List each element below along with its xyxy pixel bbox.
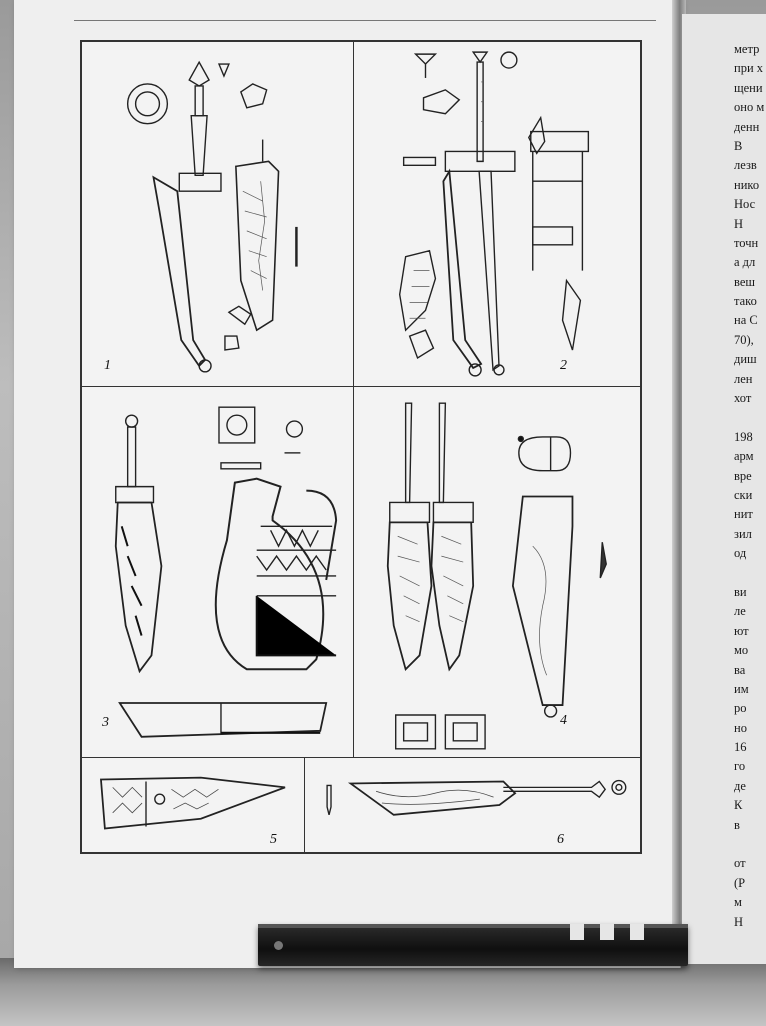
text-line: 70), bbox=[734, 332, 754, 347]
desk-foreground bbox=[0, 958, 766, 1026]
text-line: мо bbox=[734, 643, 749, 658]
text-line bbox=[734, 408, 766, 427]
figure-panel-2 bbox=[353, 41, 641, 387]
text-line: ви bbox=[734, 584, 747, 599]
text-line: зил bbox=[734, 526, 752, 541]
text-line: при х bbox=[734, 61, 764, 76]
text-line: в bbox=[734, 817, 740, 832]
text-line: ле bbox=[734, 604, 746, 619]
figure-number-6: 6 bbox=[557, 832, 564, 847]
text-line: хот bbox=[734, 391, 752, 406]
ruler-edge bbox=[258, 924, 688, 928]
text-line: веш bbox=[734, 274, 756, 289]
right-column-text bbox=[734, 40, 766, 932]
text-line: тако bbox=[734, 294, 757, 309]
figure-number-4: 4 bbox=[560, 713, 567, 728]
text-line: лезв bbox=[734, 158, 757, 173]
text-line: лен bbox=[734, 371, 753, 386]
text-line: точн bbox=[734, 235, 759, 250]
text-line: оно м bbox=[734, 100, 765, 115]
text-line: В bbox=[734, 138, 743, 153]
text-line: щени bbox=[734, 80, 763, 95]
text-line: ют bbox=[734, 623, 749, 638]
text-line: арм bbox=[734, 449, 754, 464]
text-line: ва bbox=[734, 662, 746, 677]
text-line: К bbox=[734, 798, 743, 813]
text-line: Н bbox=[734, 914, 744, 929]
daggers-and-buckles-drawing-4 bbox=[354, 387, 640, 757]
text-line: но bbox=[734, 720, 747, 735]
text-line: го bbox=[734, 759, 746, 774]
knife-drawing-6 bbox=[305, 758, 640, 852]
text-line: от bbox=[734, 856, 746, 871]
text-line: ски bbox=[734, 487, 753, 502]
figure-panel-3 bbox=[81, 386, 354, 758]
text-line: Нос bbox=[734, 197, 756, 212]
figure-number-5: 5 bbox=[270, 832, 277, 847]
text-line: диш bbox=[734, 352, 757, 367]
text-line bbox=[734, 835, 766, 854]
ruler-notch bbox=[630, 924, 644, 940]
text-line: нико bbox=[734, 177, 760, 192]
figure-panel-1 bbox=[81, 41, 354, 387]
text-line: нит bbox=[734, 507, 753, 522]
text-line: им bbox=[734, 681, 749, 696]
black-ruler bbox=[258, 924, 688, 966]
ruler-notch bbox=[570, 924, 584, 940]
figure-number-2: 2 bbox=[560, 358, 567, 373]
figure-number-3: 3 bbox=[102, 715, 109, 730]
text-line: од bbox=[734, 546, 747, 561]
text-line: ро bbox=[734, 701, 747, 716]
running-head-line bbox=[74, 10, 656, 21]
illustration-plate bbox=[80, 40, 642, 854]
ruler-hole bbox=[274, 941, 283, 950]
text-line: метр bbox=[734, 42, 760, 56]
text-line bbox=[734, 564, 766, 583]
text-line: м bbox=[734, 895, 742, 910]
text-line: на С bbox=[734, 313, 758, 328]
text-line: 198 bbox=[734, 429, 753, 444]
ruler-notch bbox=[600, 924, 614, 940]
text-line: вре bbox=[734, 468, 752, 483]
dagger-and-jug-drawing-3 bbox=[82, 387, 353, 757]
figure-panel-6 bbox=[304, 757, 641, 853]
dagger-sheath-drawing-2 bbox=[354, 42, 640, 386]
text-line: денн bbox=[734, 119, 760, 134]
figure-panel-4 bbox=[353, 386, 641, 758]
text-line: Н bbox=[734, 216, 744, 231]
figure-panel-5 bbox=[81, 757, 305, 853]
dagger-sheath-drawing-1 bbox=[82, 42, 353, 386]
text-line: 16 bbox=[734, 740, 747, 755]
text-line: а дл bbox=[734, 255, 756, 270]
text-line: (Р bbox=[734, 875, 746, 890]
figure-number-1: 1 bbox=[104, 358, 111, 373]
text-line: де bbox=[734, 778, 746, 793]
